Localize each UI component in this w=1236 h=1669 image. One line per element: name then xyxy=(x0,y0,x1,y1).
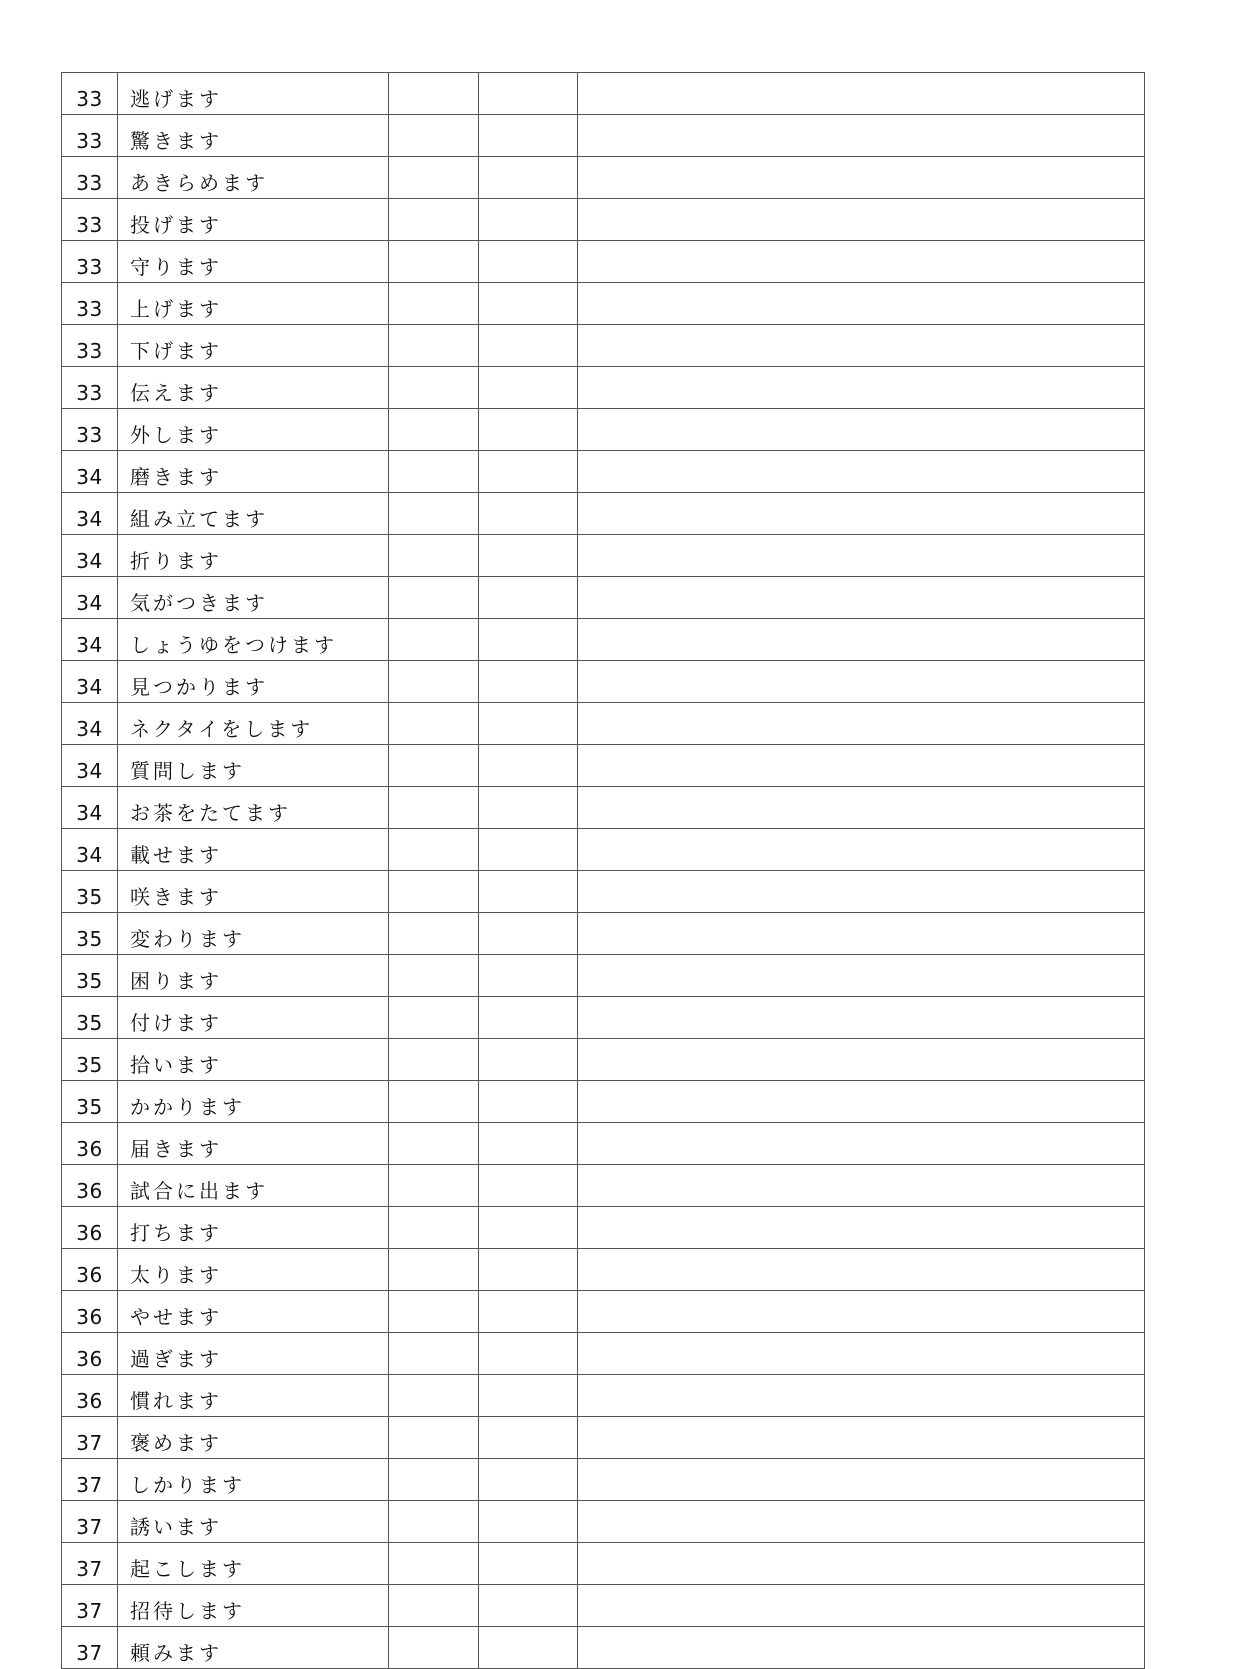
blank-answer-cell-1 xyxy=(389,241,479,283)
table-row xyxy=(62,745,1145,787)
blank-answer-cell-3 xyxy=(578,1543,1145,1585)
blank-answer-cell-1 xyxy=(389,871,479,913)
blank-answer-cell-3 xyxy=(578,1081,1145,1123)
table-row xyxy=(62,703,1145,745)
table-row xyxy=(62,1417,1145,1459)
blank-answer-cell-1 xyxy=(389,1417,479,1459)
blank-answer-cell-2 xyxy=(479,199,578,241)
blank-answer-cell-2 xyxy=(479,871,578,913)
verb-cell: しかります xyxy=(118,1459,389,1501)
blank-answer-cell-3 xyxy=(578,619,1145,661)
blank-answer-cell-2 xyxy=(479,1081,578,1123)
table-row xyxy=(62,619,1145,661)
blank-answer-cell-1 xyxy=(389,787,479,829)
blank-answer-cell-2 xyxy=(479,73,578,115)
blank-answer-cell-2 xyxy=(479,115,578,157)
blank-answer-cell-3 xyxy=(578,199,1145,241)
verb-cell: しょうゆをつけます xyxy=(118,619,389,661)
blank-answer-cell-3 xyxy=(578,955,1145,997)
blank-answer-cell-3 xyxy=(578,535,1145,577)
blank-answer-cell-1 xyxy=(389,1123,479,1165)
lesson-number-cell: 33 xyxy=(62,367,118,409)
blank-answer-cell-3 xyxy=(578,1333,1145,1375)
table-row xyxy=(62,1375,1145,1417)
table-row xyxy=(62,409,1145,451)
blank-answer-cell-3 xyxy=(578,409,1145,451)
lesson-number-cell: 37 xyxy=(62,1543,118,1585)
blank-answer-cell-3 xyxy=(578,1123,1145,1165)
table-row xyxy=(62,1039,1145,1081)
blank-answer-cell-3 xyxy=(578,997,1145,1039)
blank-answer-cell-2 xyxy=(479,787,578,829)
table-row xyxy=(62,1165,1145,1207)
lesson-number-cell: 34 xyxy=(62,703,118,745)
lesson-number-cell: 37 xyxy=(62,1417,118,1459)
lesson-number-cell: 35 xyxy=(62,913,118,955)
lesson-number-cell: 37 xyxy=(62,1585,118,1627)
lesson-number-cell: 33 xyxy=(62,325,118,367)
blank-answer-cell-2 xyxy=(479,1375,578,1417)
blank-answer-cell-1 xyxy=(389,283,479,325)
blank-answer-cell-3 xyxy=(578,1291,1145,1333)
lesson-number-cell: 34 xyxy=(62,493,118,535)
vocabulary-table xyxy=(61,72,1145,1669)
blank-answer-cell-3 xyxy=(578,157,1145,199)
blank-answer-cell-2 xyxy=(479,1039,578,1081)
blank-answer-cell-3 xyxy=(578,577,1145,619)
table-row xyxy=(62,1291,1145,1333)
table-row xyxy=(62,1081,1145,1123)
verb-cell: かかります xyxy=(118,1081,389,1123)
table-row xyxy=(62,955,1145,997)
verb-cell: 困ります xyxy=(118,955,389,997)
verb-cell: ネクタイをします xyxy=(118,703,389,745)
blank-answer-cell-1 xyxy=(389,955,479,997)
verb-cell: あきらめます xyxy=(118,157,389,199)
blank-answer-cell-1 xyxy=(389,73,479,115)
blank-answer-cell-3 xyxy=(578,241,1145,283)
blank-answer-cell-2 xyxy=(479,1501,578,1543)
blank-answer-cell-3 xyxy=(578,115,1145,157)
lesson-number-cell: 33 xyxy=(62,73,118,115)
verb-cell: 届きます xyxy=(118,1123,389,1165)
blank-answer-cell-3 xyxy=(578,787,1145,829)
blank-answer-cell-1 xyxy=(389,1291,479,1333)
verb-cell: 咲きます xyxy=(118,871,389,913)
blank-answer-cell-1 xyxy=(389,1501,479,1543)
blank-answer-cell-3 xyxy=(578,493,1145,535)
blank-answer-cell-1 xyxy=(389,409,479,451)
blank-answer-cell-2 xyxy=(479,1165,578,1207)
verb-cell: 質問します xyxy=(118,745,389,787)
lesson-number-cell: 35 xyxy=(62,1081,118,1123)
verb-cell: 拾います xyxy=(118,1039,389,1081)
table-row xyxy=(62,115,1145,157)
table-row xyxy=(62,577,1145,619)
blank-answer-cell-1 xyxy=(389,577,479,619)
verb-cell: 褒めます xyxy=(118,1417,389,1459)
blank-answer-cell-1 xyxy=(389,703,479,745)
lesson-number-cell: 33 xyxy=(62,283,118,325)
verb-cell: 折ります xyxy=(118,535,389,577)
table-row xyxy=(62,367,1145,409)
lesson-number-cell: 34 xyxy=(62,787,118,829)
blank-answer-cell-1 xyxy=(389,997,479,1039)
table-row xyxy=(62,913,1145,955)
verb-cell: 下げます xyxy=(118,325,389,367)
table-row xyxy=(62,283,1145,325)
blank-answer-cell-1 xyxy=(389,493,479,535)
table-row xyxy=(62,535,1145,577)
lesson-number-cell: 35 xyxy=(62,997,118,1039)
blank-answer-cell-2 xyxy=(479,1543,578,1585)
verb-cell: 試合に出ます xyxy=(118,1165,389,1207)
table-row xyxy=(62,1123,1145,1165)
lesson-number-cell: 37 xyxy=(62,1501,118,1543)
verb-cell: 載せます xyxy=(118,829,389,871)
lesson-number-cell: 35 xyxy=(62,871,118,913)
blank-answer-cell-2 xyxy=(479,745,578,787)
lesson-number-cell: 36 xyxy=(62,1123,118,1165)
blank-answer-cell-2 xyxy=(479,1291,578,1333)
blank-answer-cell-3 xyxy=(578,367,1145,409)
blank-answer-cell-2 xyxy=(479,955,578,997)
blank-answer-cell-2 xyxy=(479,535,578,577)
lesson-number-cell: 34 xyxy=(62,745,118,787)
blank-answer-cell-3 xyxy=(578,871,1145,913)
blank-answer-cell-3 xyxy=(578,661,1145,703)
blank-answer-cell-2 xyxy=(479,661,578,703)
lesson-number-cell: 34 xyxy=(62,619,118,661)
table-row xyxy=(62,1501,1145,1543)
blank-answer-cell-2 xyxy=(479,493,578,535)
blank-answer-cell-1 xyxy=(389,1543,479,1585)
lesson-number-cell: 36 xyxy=(62,1207,118,1249)
lesson-number-cell: 34 xyxy=(62,451,118,493)
verb-cell: 逃げます xyxy=(118,73,389,115)
table-row xyxy=(62,157,1145,199)
verb-cell: 上げます xyxy=(118,283,389,325)
blank-answer-cell-1 xyxy=(389,829,479,871)
blank-answer-cell-1 xyxy=(389,1375,479,1417)
blank-answer-cell-2 xyxy=(479,1333,578,1375)
verb-cell: 伝えます xyxy=(118,367,389,409)
blank-answer-cell-2 xyxy=(479,619,578,661)
blank-answer-cell-2 xyxy=(479,451,578,493)
lesson-number-cell: 33 xyxy=(62,199,118,241)
verb-cell: 外します xyxy=(118,409,389,451)
table-row xyxy=(62,997,1145,1039)
verb-cell: 変わります xyxy=(118,913,389,955)
blank-answer-cell-3 xyxy=(578,283,1145,325)
blank-answer-cell-1 xyxy=(389,619,479,661)
verb-cell: 打ちます xyxy=(118,1207,389,1249)
vocabulary-table-body xyxy=(62,73,1145,1669)
blank-answer-cell-2 xyxy=(479,409,578,451)
blank-answer-cell-1 xyxy=(389,1627,479,1669)
blank-answer-cell-2 xyxy=(479,241,578,283)
table-row xyxy=(62,73,1145,115)
blank-answer-cell-3 xyxy=(578,913,1145,955)
blank-answer-cell-1 xyxy=(389,1165,479,1207)
blank-answer-cell-1 xyxy=(389,451,479,493)
lesson-number-cell: 34 xyxy=(62,577,118,619)
verb-cell: 起こします xyxy=(118,1543,389,1585)
blank-answer-cell-1 xyxy=(389,535,479,577)
blank-answer-cell-1 xyxy=(389,1585,479,1627)
table-row xyxy=(62,787,1145,829)
blank-answer-cell-2 xyxy=(479,577,578,619)
blank-answer-cell-3 xyxy=(578,1039,1145,1081)
verb-cell: 見つかります xyxy=(118,661,389,703)
blank-answer-cell-1 xyxy=(389,1207,479,1249)
lesson-number-cell: 36 xyxy=(62,1333,118,1375)
verb-cell: 驚きます xyxy=(118,115,389,157)
blank-answer-cell-2 xyxy=(479,1459,578,1501)
blank-answer-cell-3 xyxy=(578,1459,1145,1501)
blank-answer-cell-1 xyxy=(389,1333,479,1375)
lesson-number-cell: 36 xyxy=(62,1375,118,1417)
blank-answer-cell-1 xyxy=(389,1459,479,1501)
blank-answer-cell-3 xyxy=(578,703,1145,745)
table-row xyxy=(62,829,1145,871)
blank-answer-cell-1 xyxy=(389,157,479,199)
blank-answer-cell-2 xyxy=(479,325,578,367)
table-row xyxy=(62,1207,1145,1249)
blank-answer-cell-2 xyxy=(479,1627,578,1669)
blank-answer-cell-1 xyxy=(389,115,479,157)
table-row xyxy=(62,451,1145,493)
lesson-number-cell: 35 xyxy=(62,955,118,997)
blank-answer-cell-3 xyxy=(578,1207,1145,1249)
lesson-number-cell: 36 xyxy=(62,1291,118,1333)
lesson-number-cell: 33 xyxy=(62,157,118,199)
blank-answer-cell-3 xyxy=(578,1417,1145,1459)
blank-answer-cell-2 xyxy=(479,283,578,325)
blank-answer-cell-2 xyxy=(479,1123,578,1165)
table-row xyxy=(62,241,1145,283)
blank-answer-cell-2 xyxy=(479,913,578,955)
lesson-number-cell: 33 xyxy=(62,241,118,283)
blank-answer-cell-1 xyxy=(389,325,479,367)
blank-answer-cell-1 xyxy=(389,745,479,787)
lesson-number-cell: 37 xyxy=(62,1627,118,1669)
table-row xyxy=(62,325,1145,367)
lesson-number-cell: 33 xyxy=(62,115,118,157)
table-row xyxy=(62,871,1145,913)
table-row xyxy=(62,1333,1145,1375)
verb-cell: やせます xyxy=(118,1291,389,1333)
blank-answer-cell-1 xyxy=(389,367,479,409)
blank-answer-cell-1 xyxy=(389,1249,479,1291)
verb-cell: 過ぎます xyxy=(118,1333,389,1375)
table-row xyxy=(62,493,1145,535)
blank-answer-cell-3 xyxy=(578,829,1145,871)
lesson-number-cell: 34 xyxy=(62,829,118,871)
blank-answer-cell-2 xyxy=(479,367,578,409)
table-row xyxy=(62,661,1145,703)
blank-answer-cell-2 xyxy=(479,1417,578,1459)
blank-answer-cell-1 xyxy=(389,913,479,955)
verb-cell: 磨きます xyxy=(118,451,389,493)
verb-cell: 投げます xyxy=(118,199,389,241)
blank-answer-cell-1 xyxy=(389,1081,479,1123)
blank-answer-cell-2 xyxy=(479,829,578,871)
verb-cell: 守ります xyxy=(118,241,389,283)
table-row xyxy=(62,199,1145,241)
blank-answer-cell-1 xyxy=(389,1039,479,1081)
blank-answer-cell-3 xyxy=(578,1165,1145,1207)
blank-answer-cell-3 xyxy=(578,325,1145,367)
blank-answer-cell-3 xyxy=(578,1249,1145,1291)
lesson-number-cell: 36 xyxy=(62,1165,118,1207)
verb-cell: 誘います xyxy=(118,1501,389,1543)
verb-cell: 招待します xyxy=(118,1585,389,1627)
lesson-number-cell: 36 xyxy=(62,1249,118,1291)
lesson-number-cell: 33 xyxy=(62,409,118,451)
verb-cell: 太ります xyxy=(118,1249,389,1291)
verb-cell: 組み立てます xyxy=(118,493,389,535)
verb-cell: 慣れます xyxy=(118,1375,389,1417)
lesson-number-cell: 37 xyxy=(62,1459,118,1501)
blank-answer-cell-3 xyxy=(578,1375,1145,1417)
table-row xyxy=(62,1627,1145,1669)
blank-answer-cell-2 xyxy=(479,1249,578,1291)
table-row xyxy=(62,1249,1145,1291)
blank-answer-cell-2 xyxy=(479,1207,578,1249)
blank-answer-cell-3 xyxy=(578,73,1145,115)
verb-cell: 気がつきます xyxy=(118,577,389,619)
verb-cell: 頼みます xyxy=(118,1627,389,1669)
verb-cell: 付けます xyxy=(118,997,389,1039)
verb-cell: お茶をたてます xyxy=(118,787,389,829)
lesson-number-cell: 34 xyxy=(62,535,118,577)
blank-answer-cell-2 xyxy=(479,1585,578,1627)
blank-answer-cell-2 xyxy=(479,703,578,745)
blank-answer-cell-2 xyxy=(479,997,578,1039)
table-row xyxy=(62,1459,1145,1501)
blank-answer-cell-3 xyxy=(578,1585,1145,1627)
blank-answer-cell-1 xyxy=(389,661,479,703)
table-row xyxy=(62,1585,1145,1627)
blank-answer-cell-3 xyxy=(578,745,1145,787)
lesson-number-cell: 34 xyxy=(62,661,118,703)
blank-answer-cell-3 xyxy=(578,451,1145,493)
blank-answer-cell-3 xyxy=(578,1627,1145,1669)
blank-answer-cell-2 xyxy=(479,157,578,199)
table-row xyxy=(62,1543,1145,1585)
blank-answer-cell-1 xyxy=(389,199,479,241)
blank-answer-cell-3 xyxy=(578,1501,1145,1543)
lesson-number-cell: 35 xyxy=(62,1039,118,1081)
